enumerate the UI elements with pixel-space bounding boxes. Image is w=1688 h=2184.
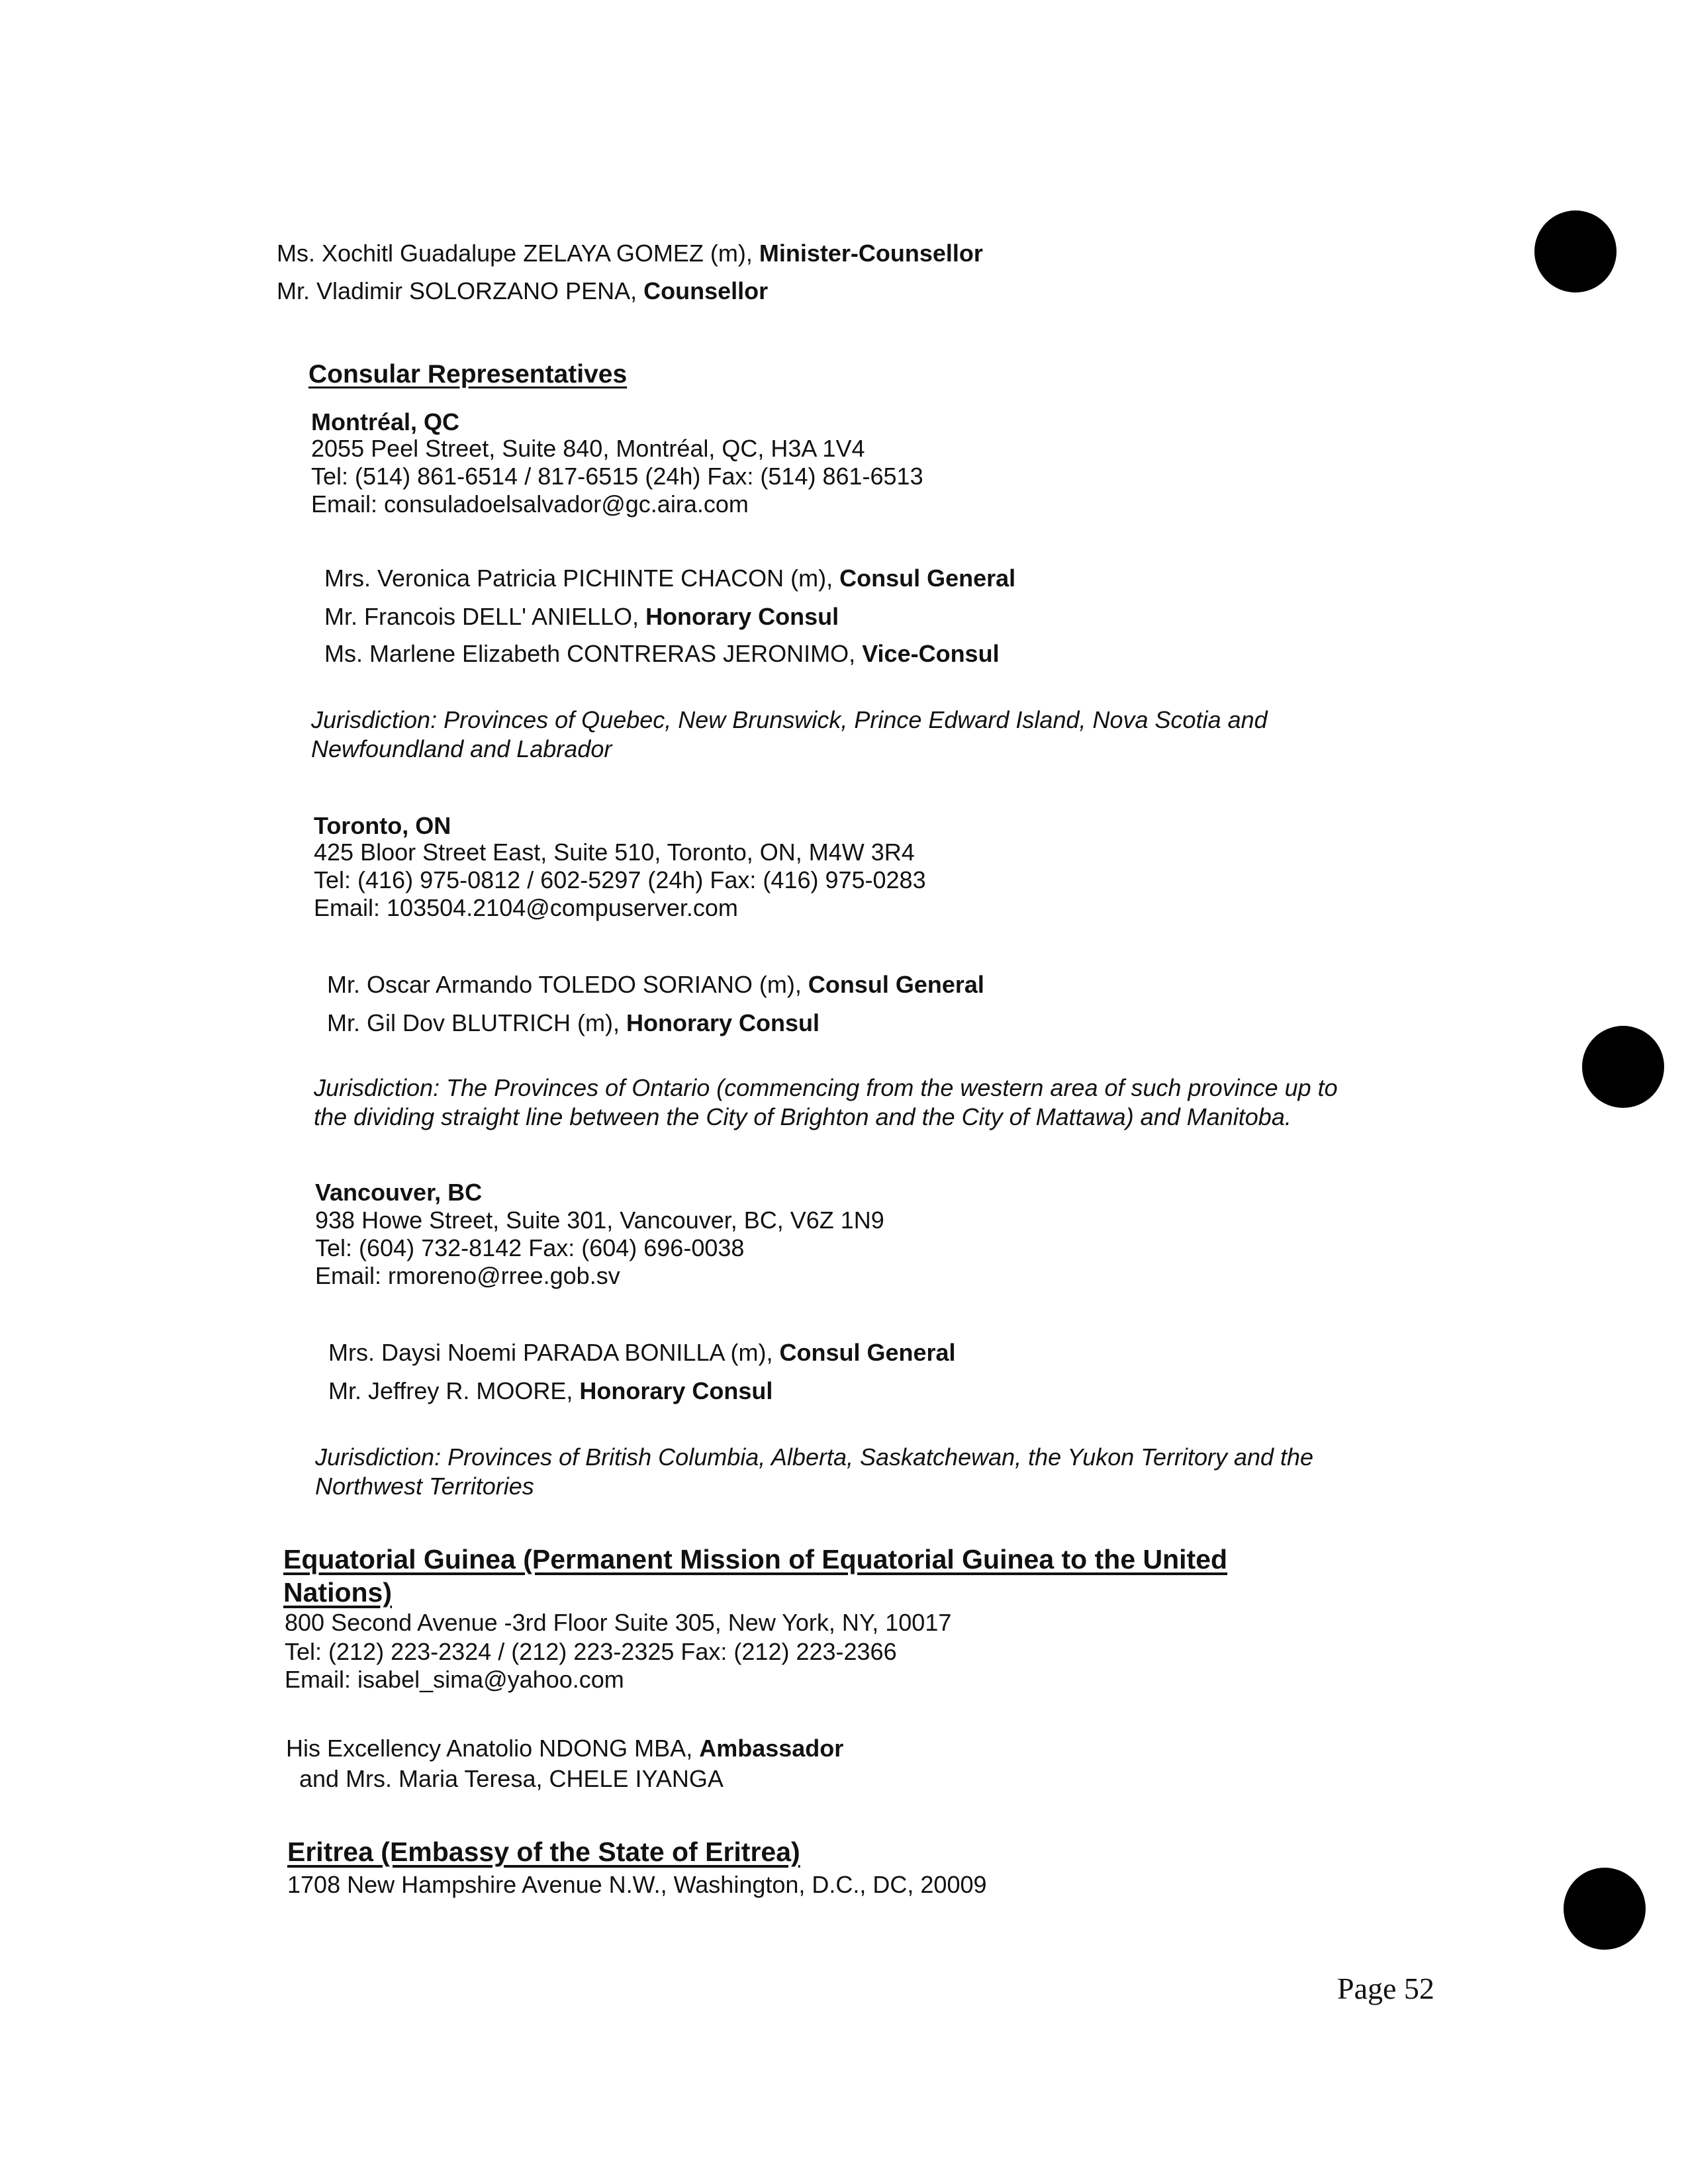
staff-title: Honorary Consul (626, 1009, 820, 1036)
staff-title: Consul General (839, 565, 1016, 592)
staff-title: Honorary Consul (645, 603, 839, 630)
staff-line (277, 239, 983, 268)
jurisdiction: the dividing straight line between the City of Brighton and the City of Mattawa) and Manitoba. (314, 1103, 1291, 1130)
staff-name: Mrs. Daysi Noemi PARADA BONILLA (m), (328, 1339, 780, 1366)
email: Email: 103504.2104@compuserver.com (314, 894, 738, 921)
telephone: Tel: (416) 975-0812 / 602-5297 (24h) Fax: (416) 975-0283 (314, 866, 926, 893)
staff-line (277, 277, 768, 306)
staff-name: Mr. Francois DELL' ANIELLO, (324, 603, 646, 630)
address: 2055 Peel Street, Suite 840, Montréal, QC, H3A 1V4 (311, 435, 865, 462)
punch-hole-bottom (1564, 1868, 1646, 1950)
staff-line (327, 970, 984, 999)
ambassador-title: Ambassador (699, 1735, 844, 1762)
telephone: Tel: (212) 223-2324 / (212) 223-2325 Fax: (212) 223-2366 (285, 1638, 897, 1665)
address: 1708 New Hampshire Avenue N.W., Washington, D.C., DC, 20009 (287, 1871, 987, 1898)
staff-title: Honorary Consul (579, 1377, 773, 1404)
punch-hole-top (1534, 210, 1617, 293)
staff-name: Mr. Jeffrey R. MOORE, (328, 1377, 580, 1404)
ambassador-name: His Excellency Anatolio NDONG MBA, (286, 1735, 700, 1762)
staff-name: Ms. Xochitl Guadalupe ZELAYA GOMEZ (m), (277, 240, 759, 267)
jurisdiction: Northwest Territories (315, 1473, 534, 1500)
staff-name: Ms. Marlene Elizabeth CONTRERAS JERONIMO, (324, 640, 863, 667)
staff-name: Mrs. Veronica Patricia PICHINTE CHACON (m), (324, 565, 840, 592)
staff-name: Mr. Gil Dov BLUTRICH (m), (327, 1009, 627, 1036)
staff-line (324, 564, 1015, 593)
staff-title: Minister-Counsellor (759, 240, 983, 267)
staff-title: Counsellor (643, 277, 769, 304)
staff-line (324, 602, 839, 631)
country-heading-eritrea: Eritrea (Embassy of the State of Eritrea) (287, 1837, 800, 1867)
ambassador-line (286, 1734, 843, 1763)
address: 425 Bloor Street East, Suite 510, Toronto, ON, M4W 3R4 (314, 839, 915, 866)
staff-line (324, 639, 1000, 668)
city-montreal: Montréal, QC (311, 408, 460, 435)
staff-name: Mr. Oscar Armando TOLEDO SORIANO (m), (327, 971, 808, 998)
country-heading-equatorial-guinea-cont: Nations) (283, 1577, 392, 1608)
country-heading-equatorial-guinea: Equatorial Guinea (Permanent Mission of Equatorial Guinea to the United (283, 1544, 1228, 1574)
spouse-line: and Mrs. Maria Teresa, CHELE IYANGA (299, 1765, 724, 1792)
punch-hole-middle (1582, 1026, 1664, 1108)
address: 800 Second Avenue -3rd Floor Suite 305, New York, NY, 10017 (285, 1609, 952, 1636)
staff-line (328, 1338, 956, 1367)
staff-name: Mr. Vladimir SOLORZANO PENA, (277, 277, 644, 304)
staff-title: Vice-Consul (862, 640, 1000, 667)
page-number: Page 52 (1337, 1972, 1434, 2005)
staff-title: Consul General (808, 971, 984, 998)
city-vancouver: Vancouver, BC (315, 1179, 483, 1206)
address: 938 Howe Street, Suite 301, Vancouver, BC, V6Z 1N9 (315, 1206, 884, 1234)
consular-heading: Consular Representatives (308, 360, 628, 388)
telephone: Tel: (514) 861-6514 / 817-6515 (24h) Fax: (514) 861-6513 (311, 463, 923, 490)
email: Email: rmoreno@rree.gob.sv (315, 1262, 620, 1289)
jurisdiction: Jurisdiction: Provinces of Quebec, New Brunswick, Prince Edward Island, Nova Scotia and (311, 706, 1268, 733)
telephone: Tel: (604) 732-8142 Fax: (604) 696-0038 (315, 1234, 745, 1261)
jurisdiction: Newfoundland and Labrador (311, 735, 612, 762)
jurisdiction: Jurisdiction: The Provinces of Ontario (commencing from the western area of such province up to (314, 1074, 1338, 1101)
staff-line (328, 1377, 773, 1406)
email: Email: isabel_sima@yahoo.com (285, 1666, 624, 1693)
email: Email: consuladoelsalvador@gc.aira.com (311, 490, 749, 518)
staff-title: Consul General (779, 1339, 956, 1366)
jurisdiction: Jurisdiction: Provinces of British Columbia, Alberta, Saskatchewan, the Yukon Territory and the (315, 1443, 1314, 1471)
city-toronto: Toronto, ON (314, 812, 451, 839)
staff-line (327, 1009, 820, 1038)
